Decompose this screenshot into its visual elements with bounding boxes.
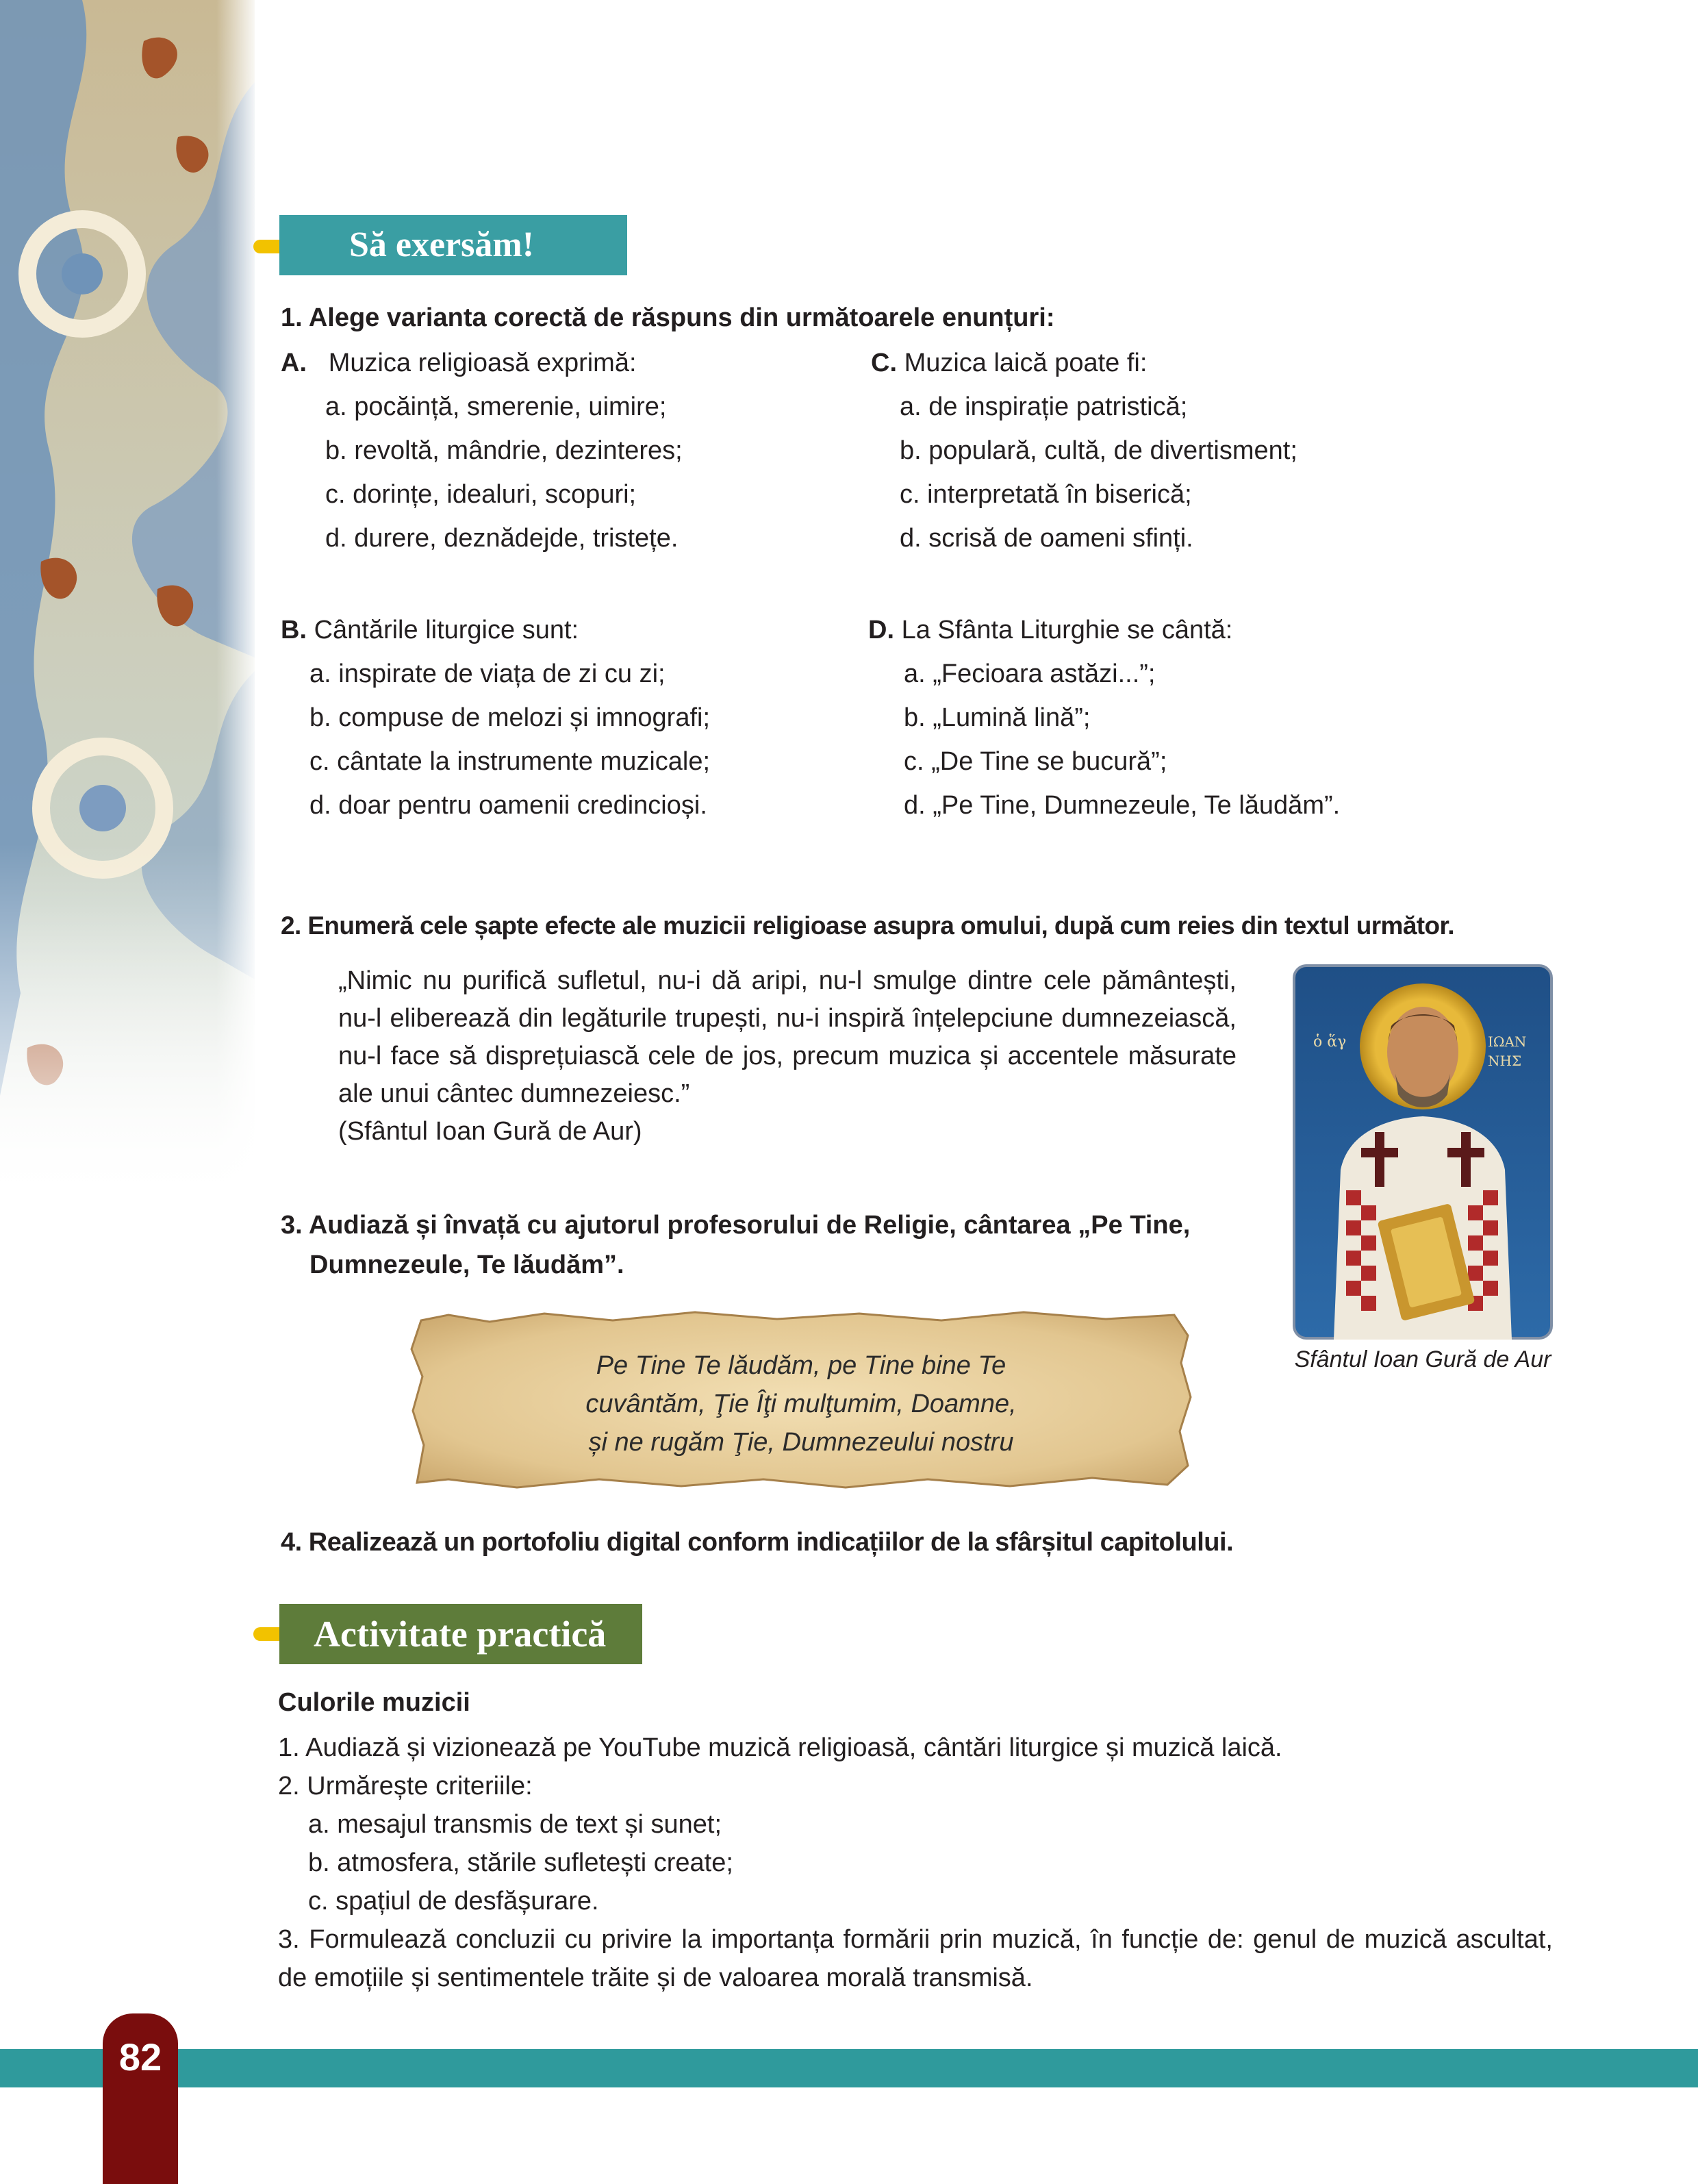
- block-b-stem: Cântările liturgice sunt:: [314, 616, 579, 644]
- block-c-option: b. populară, cultă, de divertisment;: [900, 436, 1297, 465]
- block-b-option: d. doar pentru oamenii credincioși.: [309, 791, 707, 820]
- block-a-stem: Muzica religioasă exprimă:: [328, 349, 637, 377]
- question-3-line-1: 3. Audiază și învață cu ajutorul profesorului de Religie, cântarea „Pe Tine,: [281, 1211, 1191, 1240]
- section-title-sa-exersam: [279, 215, 627, 275]
- hymn-line: și ne rugăm Ţie, Dumnezeului nostru: [588, 1428, 1014, 1457]
- block-a-option: b. revoltă, mândrie, dezinteres;: [325, 436, 683, 465]
- saint-icon-caption: Sfântul Ioan Gură de Aur: [1294, 1346, 1551, 1372]
- block-c-option: a. de inspirație patristică;: [900, 392, 1188, 421]
- hymn-line: cuvântăm, Ţie Îţi mulţumim, Doamne,: [585, 1390, 1017, 1418]
- question-3-prompt: [281, 1205, 1190, 1285]
- activity-item-2b: b. atmosfera, stările sufletești create;: [308, 1848, 733, 1877]
- block-b-letter: B.: [281, 616, 307, 644]
- question-1-prompt: 1. Alege varianta corectă de răspuns din următoarele enunțuri:: [281, 303, 1055, 332]
- block-d-letter: D.: [868, 616, 894, 644]
- saint-icon-image: [1293, 964, 1553, 1340]
- question-1-block-a: [281, 341, 683, 560]
- block-b-option: b. compuse de melozi și imnografi;: [309, 703, 711, 732]
- activity-item-2: 2. Urmărește criteriile:: [278, 1772, 533, 1800]
- question-1-block-c: [871, 341, 1297, 560]
- svg-text:ΙΩΑΝ: ΙΩΑΝ: [1488, 1033, 1527, 1050]
- activity-item-2a: a. mesajul transmis de text și sunet;: [308, 1810, 722, 1839]
- block-a-letter: A.: [281, 349, 307, 377]
- quote-author: (Sfântul Ioan Gură de Aur): [338, 1117, 642, 1146]
- block-a-option: a. pocăință, smerenie, uimire;: [325, 392, 667, 421]
- block-a-option: d. durere, deznădejde, tristețe.: [325, 524, 679, 553]
- block-d-option: b. „Lumină lină”;: [904, 703, 1091, 732]
- question-2-quote: [338, 962, 1237, 1151]
- block-d-option: c. „De Tine se bucură”;: [904, 747, 1167, 776]
- block-d-stem: La Sfânta Liturghie se cântă:: [901, 616, 1233, 644]
- block-c-stem: Muzica laică poate fi:: [904, 349, 1148, 377]
- activity-item-3: 3. Formulează concluzii cu privire la importanța formării prin muzică, în funcție de: genul de muzică ascultat, de emoțiile și sentimentele trăite și de valoarea morală transmisă.: [278, 1925, 1553, 1992]
- section-title-activitate-practica: [279, 1604, 642, 1664]
- question-4-prompt: 4. Realizează un portofoliu digital conform indicațiilor de la sfârșitul capitolului.: [281, 1528, 1234, 1557]
- block-d-option: d. „Pe Tine, Dumnezeule, Te lăudăm”.: [904, 791, 1341, 820]
- activity-item-2c: c. spațiul de desfășurare.: [308, 1887, 599, 1916]
- section-title-text: Să exersăm!: [349, 225, 535, 264]
- question-2-prompt: 2. Enumeră cele șapte efecte ale muzicii religioase asupra omului, după cum reies din textul următor.: [281, 912, 1454, 940]
- block-c-letter: C.: [871, 349, 897, 377]
- svg-text:ὁ ἅγ: ὁ ἅγ: [1313, 1033, 1347, 1051]
- question-3-line-2: Dumnezeule, Te lăudăm”.: [309, 1251, 624, 1279]
- decorative-ornament-border: [0, 0, 255, 1205]
- quote-text: „Nimic nu purifică sufletul, nu-i dă aripi, nu-l smulge dintre cele pământești, nu-l eliberează din legăturile trupești, nu-i inspiră înțelepciune dumnezeiască, nu-l face să disprețuiască cele de jos, precum muzica și accentele măsurate ale unui cântec dumnezeiesc.”: [338, 966, 1237, 1108]
- svg-text:ΝΗΣ: ΝΗΣ: [1488, 1053, 1522, 1069]
- activity-subtitle: Culorile muzicii: [278, 1688, 470, 1717]
- section-title-text: Activitate practică: [314, 1614, 607, 1655]
- question-1-block-d: [868, 608, 1340, 827]
- activity-item-1: 1. Audiază și vizionează pe YouTube muzică religioasă, cântări liturgice și muzică laică.: [278, 1733, 1282, 1762]
- block-b-option: c. cântate la instrumente muzicale;: [309, 747, 711, 776]
- page-number: 82: [118, 2035, 162, 2079]
- footer-bar: [0, 2049, 1698, 2087]
- block-b-option: a. inspirate de viața de zi cu zi;: [309, 660, 666, 688]
- hymn-lyrics: [407, 1346, 1195, 1461]
- hymn-line: Pe Tine Te lăudăm, pe Tine bine Te: [596, 1351, 1006, 1380]
- block-c-option: d. scrisă de oameni sfinți.: [900, 524, 1193, 553]
- block-d-option: a. „Fecioara astăzi...”;: [904, 660, 1156, 688]
- block-a-option: c. dorințe, idealuri, scopuri;: [325, 480, 637, 509]
- question-1-block-b: [281, 608, 710, 827]
- block-c-option: c. interpretată în biserică;: [900, 480, 1192, 509]
